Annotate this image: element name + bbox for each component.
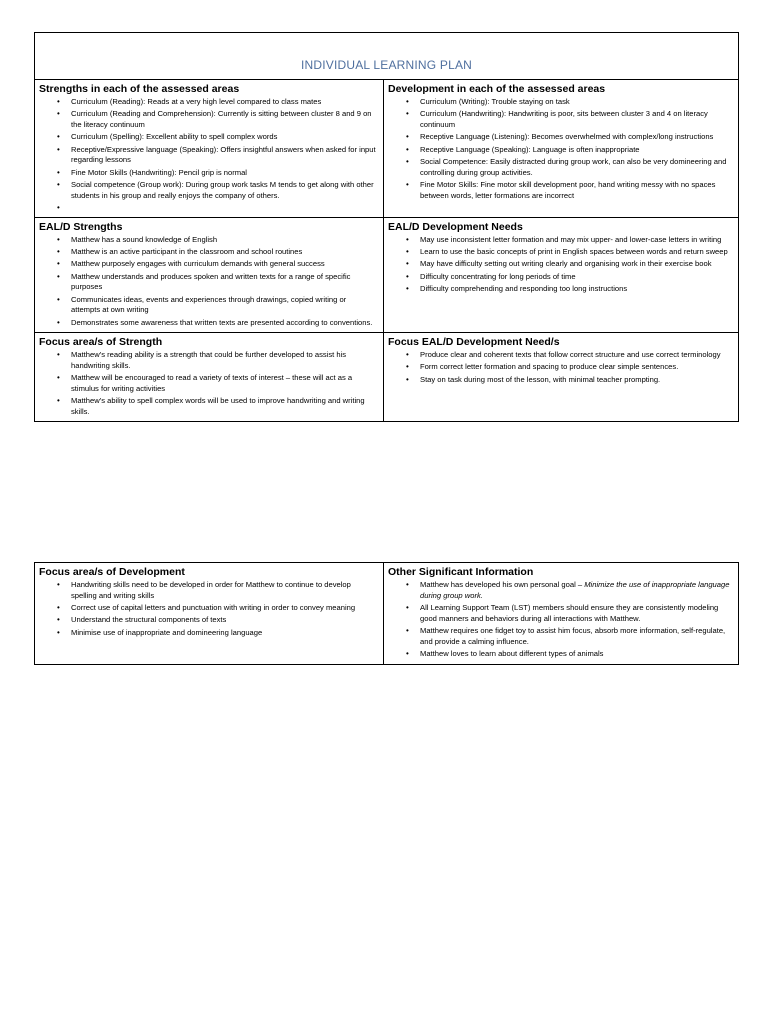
list-item: • May have difficulty setting out writing clearly and organising work in their exercise book (388, 259, 732, 270)
list-item: • Form correct letter formation and spacing to produce clear simple sentences. (388, 362, 732, 373)
list-item: • Understand the structural components of texts (39, 615, 377, 626)
list-item: • Communicates ideas, events and experiences through drawings, copied writing or attempts at own writing (39, 295, 377, 317)
learning-plan-table (34, 32, 739, 422)
list-item: • Fine Motor Skills (Handwriting): Pencil grip is normal (39, 168, 377, 179)
list-item: • Social Competence: Easily distracted during group work, can also be very domineering and controlling during group activities. (388, 157, 732, 179)
development-info-row (35, 563, 738, 664)
strengths-list (39, 97, 377, 213)
list-item: • Stay on task during most of the lesson, with minimal teacher prompting. (388, 375, 732, 386)
list-item: • Curriculum (Reading): Reads at a very high level compared to class mates (39, 97, 377, 108)
list-item: • Produce clear and coherent texts that follow correct structure and use correct terminology (388, 350, 732, 361)
focus-development-list (39, 580, 377, 638)
list-item: • Receptive Language (Listening): Becomes overwhelmed with complex/long instructions (388, 132, 732, 143)
list-item: • Curriculum (Spelling): Excellent ability to spell complex words (39, 132, 377, 143)
list-item: • Curriculum (Handwriting): Handwriting is poor, sits between cluster 3 and 4 on literacy continuum (388, 109, 732, 131)
other-info-cell (384, 563, 738, 664)
eald-row (35, 218, 738, 333)
list-item: • Fine Motor Skills: Fine motor skill development poor, hand writing messy with no spaces between words, letter formations are incorrect (388, 180, 732, 202)
list-item: • Matthew’s reading ability is a strength that could be further developed to assist his handwriting skills. (39, 350, 377, 372)
list-item: • Receptive/Expressive language (Speaking): Offers insightful answers when asked for input regarding lessons (39, 145, 377, 167)
list-item: • Correct use of capital letters and punctuation with writing in order to convey meaning (39, 603, 377, 614)
list-item: • May use inconsistent letter formation and may mix upper- and lower-case letters in writing (388, 235, 732, 246)
list-item: • Handwriting skills need to be developed in order for Matthew to continue to develop spelling and writing skills (39, 580, 377, 602)
list-item: • Matthew will be encouraged to read a variety of texts of interest – these will act as a stimulus for writing activities (39, 373, 377, 395)
list-item: • Demonstrates some awareness that written texts are presented according to conventions. (39, 318, 377, 329)
development-info-table (34, 562, 739, 665)
personal-goal-item (388, 580, 732, 602)
eald-needs-list (388, 235, 732, 295)
other-info-heading: Other Significant Information (388, 566, 534, 578)
focus-strength-heading: Focus area/s of Strength (39, 336, 163, 349)
list-item: • Matthew understands and produces spoken and written texts for a range of specific purposes (39, 272, 377, 294)
focus-need-cell (384, 333, 738, 421)
goal-text: Minimize the use of inappropriate language during group work. (420, 580, 730, 600)
eald-strengths-heading: EAL/D Strengths (39, 220, 123, 233)
list-item: • Minimise use of inappropriate and domineering language (39, 628, 377, 639)
development-list (388, 97, 732, 202)
list-item: • Matthew purposely engages with curriculum demands with general success (39, 259, 377, 270)
list-item: • Difficulty comprehending and responding too long instructions (388, 284, 732, 295)
focus-need-list (388, 350, 732, 385)
eald-needs-heading: EAL/D Development Needs (388, 220, 523, 233)
focus-development-heading: Focus area/s of Development (39, 566, 185, 578)
list-item: • Receptive Language (Speaking): Language is often inappropriate (388, 145, 732, 156)
list-item: • Curriculum (Reading and Comprehension): Currently is sitting between cluster 8 and 9 on the literacy continuum (39, 109, 377, 131)
goal-prefix: Matthew has developed his own personal goal – (420, 580, 585, 589)
focus-strength-list (39, 350, 377, 418)
eald-needs-cell (384, 218, 738, 332)
eald-strengths-cell (35, 218, 384, 332)
page-title: INDIVIDUAL LEARNING PLAN (300, 58, 473, 72)
focus-strength-cell (35, 333, 384, 421)
strengths-cell (35, 80, 384, 217)
list-item: • Matthew has a sound knowledge of English (39, 235, 377, 246)
assessed-areas-row (35, 80, 738, 218)
development-heading: Development in each of the assessed areas (388, 83, 606, 95)
list-item: • Learn to use the basic concepts of print in English spaces between words and return sweep (388, 247, 732, 258)
strengths-heading: Strengths in each of the assessed areas (39, 83, 240, 95)
list-item: • All Learning Support Team (LST) members should ensure they are consistently modeling good manners and behaviors during all interactions with Matthew. (388, 603, 732, 625)
focus-need-heading: Focus EAL/D Development Need/s (388, 336, 560, 349)
eald-strengths-list (39, 235, 377, 329)
list-item: • Matthew is an active participant in the classroom and school routines (39, 247, 377, 258)
list-item: • Curriculum (Writing): Trouble staying on task (388, 97, 732, 108)
title-row (35, 33, 738, 80)
list-item: • Matthew requires one fidget toy to assist him focus, absorb more information, self-regulate, and provide a calming influence. (388, 626, 732, 648)
list-item: • Social competence (Group work): During group work tasks M tends to get along with other students in his group and really enjoys the company of others. (39, 180, 377, 202)
list-item: • Difficulty concentrating for long periods of time (388, 272, 732, 283)
other-info-list (388, 580, 732, 660)
list-item: • Matthew’s ability to spell complex words will be used to improve handwriting and writing skills. (39, 396, 377, 418)
development-cell (384, 80, 738, 217)
focus-development-cell (35, 563, 384, 664)
focus-row (35, 333, 738, 421)
list-item-empty (39, 203, 377, 213)
list-item: • Matthew loves to learn about different types of animals (388, 649, 732, 660)
